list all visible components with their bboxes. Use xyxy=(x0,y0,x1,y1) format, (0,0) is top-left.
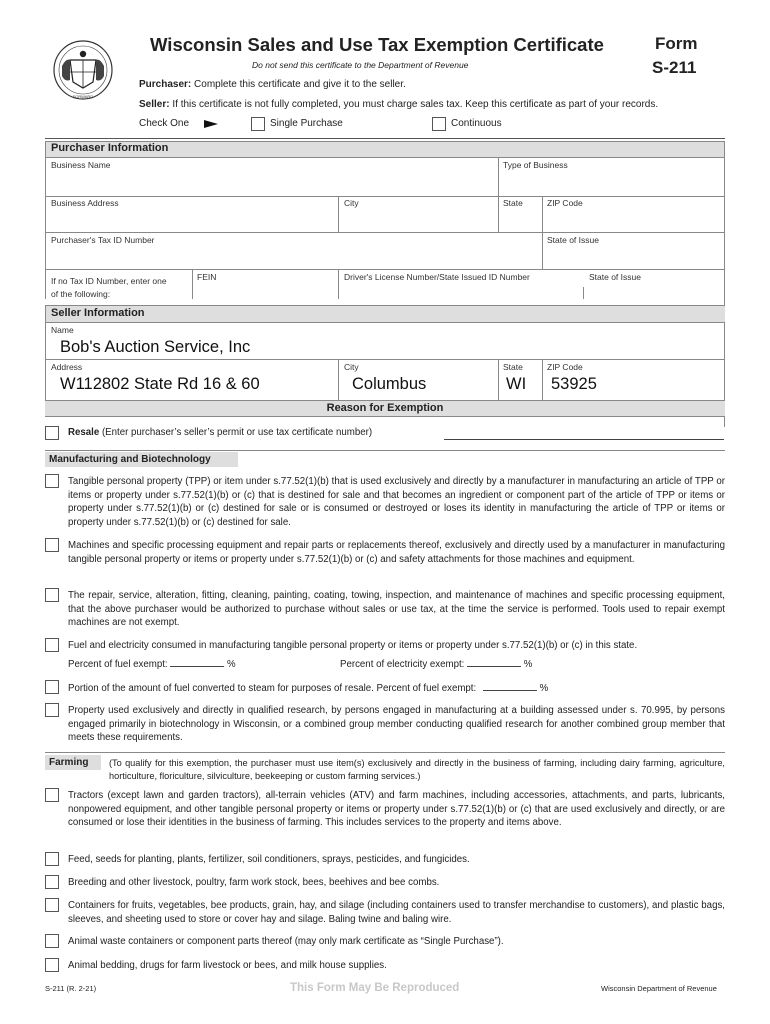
type-of-business-label: Type of Business xyxy=(503,160,568,170)
fein-field[interactable] xyxy=(193,282,338,299)
mfg-item5-text: Portion of the amount of fuel converted to steam for purposes of resale. Percent of fuel exempt: xyxy=(68,683,477,694)
seller-name-value[interactable]: Bob's Auction Service, Inc xyxy=(60,338,251,356)
single-purchase-checkbox[interactable] xyxy=(251,117,265,131)
farm-item6-checkbox[interactable] xyxy=(45,958,59,972)
mfg-item3-text: The repair, service, alteration, fitting, cleaning, painting, coating, towing, inspection, and maintenance of machines and specific processing equipment, that the above purchaser would be authorized to purchase without sales or use tax, at the time the service is performed. Tools used to repair exempt machines are not exempt. xyxy=(68,590,725,629)
seller-city-label: City xyxy=(344,362,359,372)
farm-item3-text: Breeding and other livestock, poultry, farm work stock, bees, beehives and bee combs. xyxy=(68,877,440,888)
type-of-business-field[interactable] xyxy=(499,170,724,196)
no-tax-id-label-line1: If no Tax ID Number, enter one xyxy=(51,276,167,286)
business-address-field[interactable] xyxy=(46,208,338,232)
seller-instruction-text: If this certificate is not fully completed, you must charge sales tax. Keep this certificate as part of your records. xyxy=(172,99,659,110)
farm-item1-text: Tractors (except lawn and garden tractors), all-terrain vehicles (ATV) and farm machines, including accessories, attachments, and parts, lubricants, nonpowered equipment, and other tangible personal property or items or property under s.77.52(1)(b) or (c) that are used exclusively and directly, or are consumed or lose their identities in the business of farming. This includes services to the property and items above. xyxy=(68,790,725,829)
purchaser-instruction xyxy=(139,79,406,90)
seller-instruction xyxy=(139,99,658,110)
mfg-item4-text: Fuel and electricity consumed in manufacturing tangible personal property or items or property under s.77.52(1)(b) or (c) in this state. xyxy=(68,640,638,651)
tax-id-state-label: State of Issue xyxy=(547,235,599,245)
footer-department: Wisconsin Department of Revenue xyxy=(601,984,717,993)
no-tax-id-label-line2: of the following: xyxy=(51,289,111,299)
seller-city-value[interactable]: Columbus xyxy=(352,375,427,393)
mfg-item6-text: Property used exclusively and directly in qualified research, by persons engaged in manufacturing at a building assessed under s. 70.995, by persons engaged primarily in biotechnology in Wisconsin, or a combined group member conducting qualified research for another combined group member that meets these requirements. xyxy=(68,705,725,744)
resale-number-field[interactable] xyxy=(444,439,724,440)
purchaser-state-field[interactable] xyxy=(499,208,542,232)
mfg-item5-row xyxy=(68,681,548,696)
mfg-item2-text: Machines and specific processing equipment and repair parts or replacements thereof, exclusively and directly used by a manufacturer in manufacturing tangible personal property or items or property under s.77.52(1)(b) or (c) and safety attachments for those machines and equipment. xyxy=(68,540,725,565)
fuel-percent-label: Percent of fuel exempt: xyxy=(68,659,168,670)
electricity-percent-row xyxy=(340,657,532,672)
steam-fuel-percent-field[interactable] xyxy=(483,681,537,691)
steam-fuel-percent-sign: % xyxy=(539,683,549,694)
seller-address-label: Address xyxy=(51,362,83,372)
farm-item5-text: Animal waste containers or component parts thereof (may only mark certificate as “Single Purchase”). xyxy=(68,936,504,947)
farm-item5-checkbox[interactable] xyxy=(45,934,59,948)
business-address-label: Business Address xyxy=(51,198,119,208)
business-name-field[interactable] xyxy=(46,170,498,196)
purchaser-zip-field[interactable] xyxy=(543,208,724,232)
seller-instruction-label: Seller: xyxy=(139,99,170,110)
electricity-percent-field[interactable] xyxy=(467,657,521,667)
electricity-percent-sign: % xyxy=(523,659,533,670)
form-subtitle: Do not send this certificate to the Department of Revenue xyxy=(252,60,469,70)
seller-section-title: Seller Information xyxy=(51,307,145,319)
purchaser-city-field[interactable] xyxy=(339,208,498,232)
dl-number-field[interactable] xyxy=(339,282,583,299)
wisconsin-seal-logo xyxy=(48,38,118,102)
form-label: Form xyxy=(655,34,698,53)
purchaser-zip-label: ZIP Code xyxy=(547,198,583,208)
form-number: S-211 xyxy=(652,58,697,77)
purchaser-city-label: City xyxy=(344,198,359,208)
farm-item2-text: Feed, seeds for planting, plants, fertilizer, soil conditioners, sprays, pesticides, and fungicides. xyxy=(68,854,470,865)
svg-text:FORWARD: FORWARD xyxy=(72,94,94,99)
reason-section-title: Reason for Exemption xyxy=(326,402,444,414)
farming-section-title: Farming xyxy=(45,755,101,770)
purchaser-section-title: Purchaser Information xyxy=(51,142,169,154)
fein-label: FEIN xyxy=(197,272,217,282)
mfg-item5-checkbox[interactable] xyxy=(45,680,59,694)
purchaser-state-label: State xyxy=(503,198,523,208)
seller-section-header xyxy=(45,305,725,323)
mfg-item1-text: Tangible personal property (TPP) or item under s.77.52(1)(b) that is used exclusively and directly by a manufacturer in manufacturing an article of TPP or items or property under s.77.52(1)(b) or (c) that is destined for sale and that becomes an ingredient or component part of the article of TPP or items or property under s.77.52(1)(b) or (c) destined for sale or is consumed or destroyed or loses its identity in manufacturing the article of TPP or items or property under s.77.52(1)(b) or (c) destined for sale. xyxy=(68,476,725,528)
resale-checkbox[interactable] xyxy=(45,426,59,440)
form-title: Wisconsin Sales and Use Tax Exemption Certificate xyxy=(150,34,604,55)
mfg-item6-checkbox[interactable] xyxy=(45,703,59,717)
seller-address-value[interactable]: W112802 State Rd 16 & 60 xyxy=(60,375,260,393)
single-purchase-label: Single Purchase xyxy=(270,118,343,129)
farm-item4-checkbox[interactable] xyxy=(45,898,59,912)
dl-number-label: Driver's License Number/State Issued ID Number xyxy=(344,272,530,282)
tax-id-field[interactable] xyxy=(46,245,542,269)
seller-state-label: State xyxy=(503,362,523,372)
seller-state-value[interactable]: WI xyxy=(506,375,527,393)
farming-intro-text: (To qualify for this exemption, the purchaser must use item(s) exclusively and directly in the business of farming, including dairy farming, agriculture, horticulture, floriculture, silviculture, beekeeping or custom farming services.) xyxy=(109,758,725,781)
farm-item1-checkbox[interactable] xyxy=(45,788,59,802)
resale-label xyxy=(68,427,372,438)
continuous-checkbox[interactable] xyxy=(432,117,446,131)
resale-text: (Enter purchaser’s seller’s permit or use tax certificate number) xyxy=(101,427,373,438)
continuous-label: Continuous xyxy=(451,118,502,129)
seller-zip-label: ZIP Code xyxy=(547,362,583,372)
footer-form-revision: S-211 (R. 2-21) xyxy=(45,984,97,993)
fuel-percent-field[interactable] xyxy=(170,657,224,667)
resale-bold-label: Resale xyxy=(68,427,100,438)
mfg-item1-checkbox[interactable] xyxy=(45,474,59,488)
dl-state-of-issue-label: State of Issue xyxy=(589,272,641,282)
seller-zip-value[interactable]: 53925 xyxy=(551,375,597,393)
fuel-percent-row xyxy=(68,657,236,672)
farm-item4-text: Containers for fruits, vegetables, bee products, grain, hay, and silage (including containers used to transfer merchandise to customers), and plastic bags, sleeves, and sheeting used to store or cover hay and silage. Baling twine and baling wire. xyxy=(68,900,725,925)
business-name-label: Business Name xyxy=(51,160,111,170)
electricity-percent-label: Percent of electricity exempt: xyxy=(340,659,465,670)
farm-item6-text: Animal bedding, drugs for farm livestock or bees, and milk house supplies. xyxy=(68,960,387,971)
tax-id-label: Purchaser's Tax ID Number xyxy=(51,235,155,245)
farm-item3-checkbox[interactable] xyxy=(45,875,59,889)
arrow-right-icon xyxy=(204,119,220,129)
purchaser-instruction-label: Purchaser: xyxy=(139,79,192,90)
tax-id-state-field[interactable] xyxy=(543,245,724,269)
check-one-label: Check One xyxy=(139,118,190,129)
mfg-item4-checkbox[interactable] xyxy=(45,638,59,652)
seller-name-label: Name xyxy=(51,325,74,335)
farm-item2-checkbox[interactable] xyxy=(45,852,59,866)
manufacturing-section-title: Manufacturing and Biotechnology xyxy=(45,452,238,467)
mfg-item2-checkbox[interactable] xyxy=(45,538,59,552)
mfg-item3-checkbox[interactable] xyxy=(45,588,59,602)
dl-state-of-issue-field[interactable] xyxy=(584,282,724,299)
fuel-percent-sign: % xyxy=(227,659,236,670)
purchaser-instruction-text: Complete this certificate and give it to the seller. xyxy=(194,79,406,90)
footer-reproduce-note: This Form May Be Reproduced xyxy=(290,982,460,994)
